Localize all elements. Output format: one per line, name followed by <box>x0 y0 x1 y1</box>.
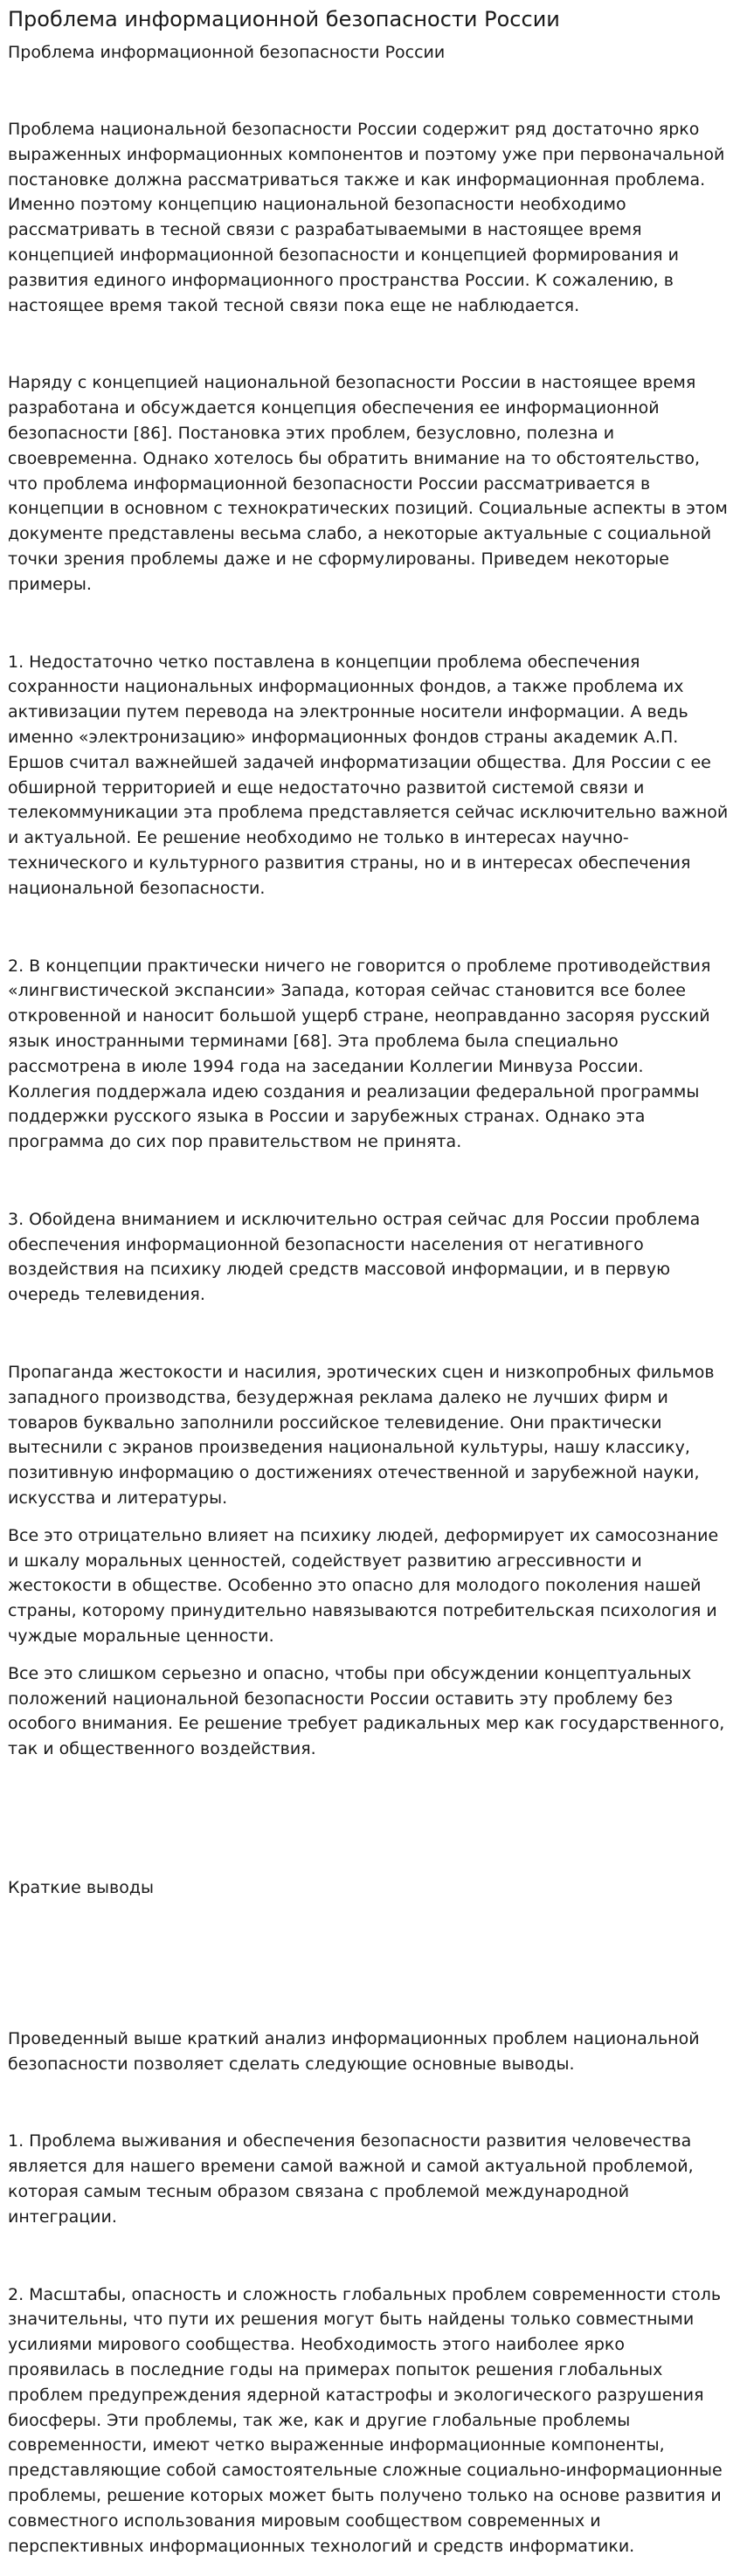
paragraph-point-3: 3. Обойдена вниманием и исключительно острая сейчас для России проблема обеспечения информационной безопасности населения от негативного воздействия на психику людей средств массовой информации, и в первую очередь телевидения. <box>8 1209 701 1305</box>
paragraph-point-2: 2. В концепции практически ничего не говорится о проблеме противодействия «лингвистической экспансии» Запада, которая сейчас становится все более откровенной и наносит большой ущерб стране, неоправданно засоряя русский язык иностранными терминами [68]. Эта проблема была специально рассмотрена в июле 1994 года на заседании Коллегии Минвуза России. Коллегия поддержала идею создания и реализации федеральной программы поддержки русского языка в России и зарубежных странах. Однако эта программа до сих пор правительством не принята. <box>8 956 711 1152</box>
paragraph-psyche: Все это отрицательно влияет на психику людей, деформирует их самосознание и шкалу моральных ценностей, содействует развитию агрессивности и жестокости в обществе. Особенно это опасно для молодого поколения нашей страны, которому принудительно навязываются потребительская психология и чуждые моральные ценности. <box>8 1525 719 1647</box>
paragraph-conclusion-1: 1. Проблема выживания и обеспечения безопасности развития человечества является для нашего времени самой важной и самой актуальной проблемой, которая самым тесным образом связана с проблемой международной интеграции. <box>8 2131 694 2227</box>
paragraph-propaganda: Пропаганда жестокости и насилия, эротических сцен и низкопробных фильмов западного производства, безудержная реклама далеко не лучших фирм и товаров буквально заполнили российское телевидение. Они практически вытеснили с экранов произведения национальной культуры, нашу классику, позитивную информацию о достижениях отечественной и зарубежной науки, искусства и литературы. <box>8 1363 715 1509</box>
paragraph-concept: Наряду с концепцией национальной безопасности России в настоящее время разработана и обсуждается концепция обеспечения ее информационной безопасности [86]. Постановка этих проблем, безусловно, полезна и своевременна. Однако хотелось бы обратить внимание на то обстоятельство, что проблема информационной безопасности России рассматривается в концепции в основном с технократических позиций. Социальные аспекты в этом документе представлены весьма слабо, а некоторые актуальные с социальной точки зрения проблемы даже и не сформулированы. Приведем некоторые примеры. <box>8 373 728 594</box>
section-heading-conclusions: Краткие выводы <box>8 1878 154 1898</box>
paragraph-intro: Проблема национальной безопасности России содержит ряд достаточно ярко выраженных информационных компонентов и поэтому уже при первоначальной постановке должна рассматриваться также и как информационная проблема. Именно поэтому концепцию национальной безопасности необходимо рассматривать в тесной связи с разрабатываемыми в настоящее время концепцией информационной безопасности и концепцией формирования и развития единого информационного пространства России. К сожалению, в настоящее время такой тесной связи пока еще не наблюдается. <box>8 120 725 315</box>
paragraph-point-1: 1. Недостаточно четко поставлена в концепции проблема обеспечения сохранности национальных информационных фондов, а также проблема их активизации путем перевода на электронные носители информации. А ведь именно «электронизацию» информационных фондов страны академик А.П. Ершов считал важнейшей задачей информатизации общества. Для России с ее обширной территорией и еще недостаточно развитой системой связи и телекоммуникации эта проблема представляется сейчас исключительно важной и актуальной. Ее решение необходимо не только в интересах научно-технического и культурного развития страны, но и в интересах обеспечения национальной безопасности. <box>8 652 729 898</box>
paragraph-serious: Все это слишком серьезно и опасно, чтобы при обсуждении концептуальных положений национальной безопасности России оставить эту проблему без особого внимания. Ее решение требует радикальных мер как государственного, так и общественного воздействия. <box>8 1663 725 1759</box>
page-subtitle: Проблема информационной безопасности России <box>8 43 446 62</box>
paragraph-conclusion-2: 2. Масштабы, опасность и сложность глобальных проблем современности столь значительны, что пути их решения могут быть найдены только совместными усилиями мирового сообщества. Необходимость этого наиболее ярко проявилась в последние годы на примерах попыток решения глобальных проблем предупреждения ядерной катастрофы и экологического разрушения биосферы. Эти проблемы, так же, как и другие глобальные проблемы современности, имеют четко выраженные информационные компоненты, представляющие собой самостоятельные сложные социально-информационные проблемы, решение которых может быть получено только на основе развития и совместного использования мировым сообществом современных и перспективных информационных технологий и средств информатики. <box>8 2284 723 2556</box>
page-title: Проблема информационной безопасности России <box>8 7 560 31</box>
paragraph-conclusions-intro: Проведенный выше краткий анализ информационных проблем национальной безопасности позволяет сделать следующие основные выводы. <box>8 2028 700 2074</box>
